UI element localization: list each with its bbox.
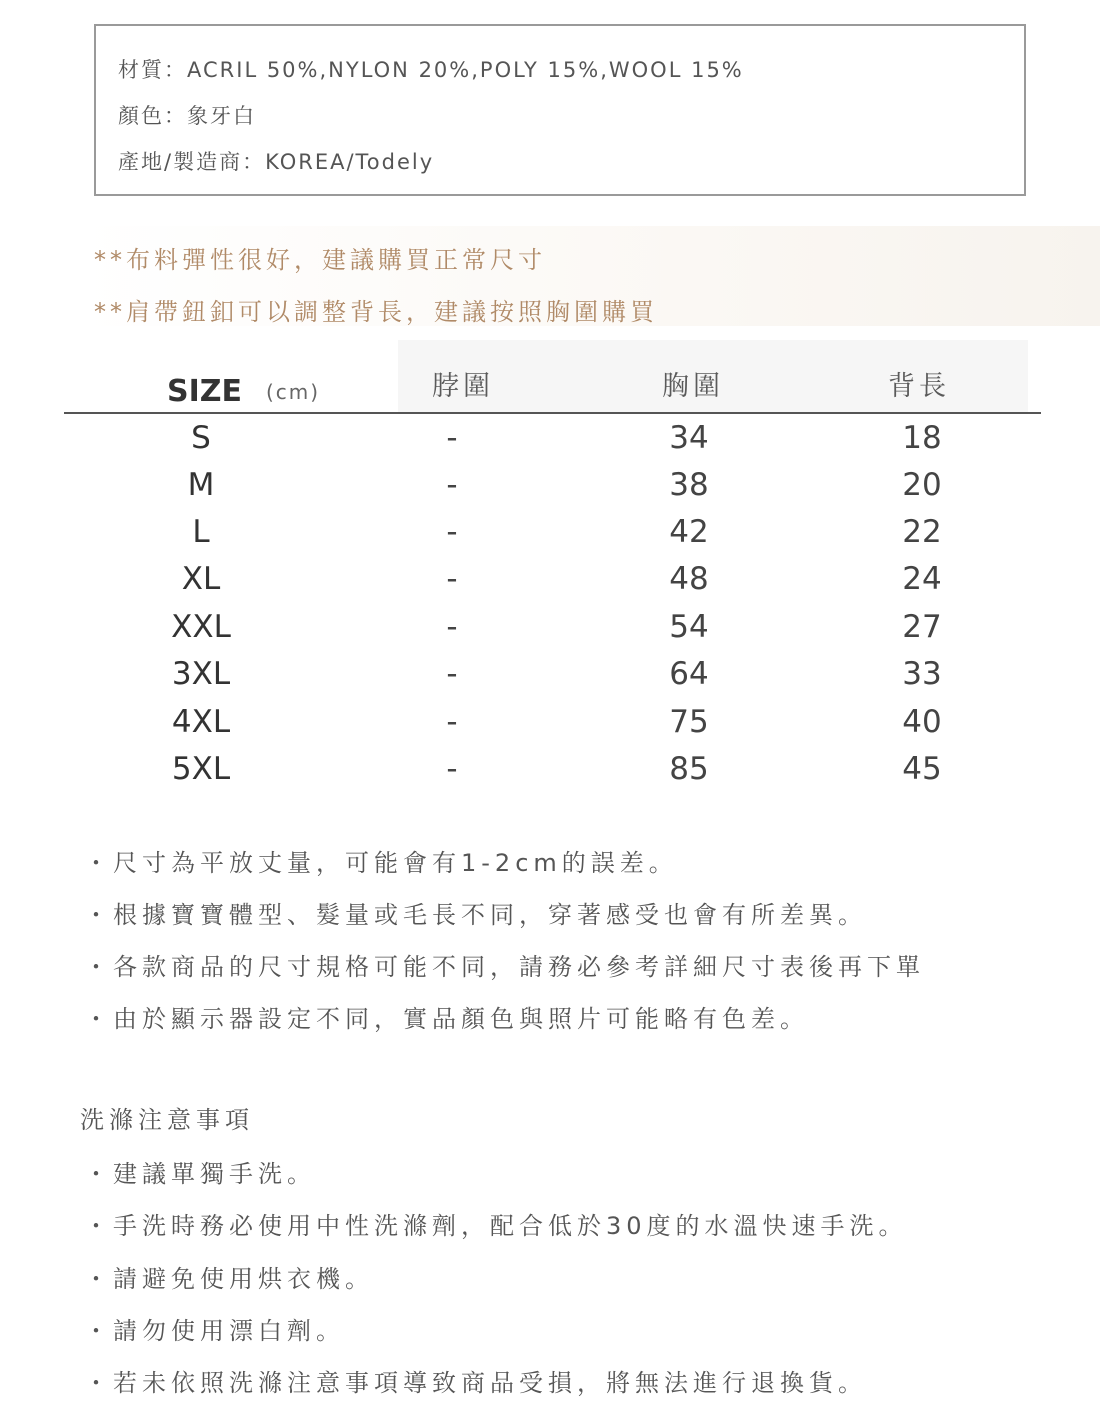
size-cell: L <box>192 514 210 550</box>
list-item: ・根據寶寶體型、髮量或毛長不同，穿著感受也會有所差異。 <box>84 901 867 929</box>
origin-text: 產地/製造商：KOREA/Todely <box>118 150 435 174</box>
chest-cell: 38 <box>669 467 709 503</box>
material-text: 材質：ACRIL 50%,NYLON 20%,POLY 15%,WOOL 15% <box>118 58 744 82</box>
neck-cell: - <box>446 751 458 787</box>
neck-cell: - <box>446 467 458 503</box>
table-row <box>0 751 1100 799</box>
back-cell: 33 <box>902 656 942 692</box>
size-cell: 4XL <box>171 704 231 740</box>
back-cell: 45 <box>902 751 942 787</box>
unit-label: (cm) <box>266 380 321 404</box>
back-cell: 20 <box>902 467 942 503</box>
back-column-header: 背長 <box>888 371 950 402</box>
table-row <box>0 561 1100 609</box>
color-text: 顏色：象牙白 <box>118 104 256 128</box>
table-row <box>0 609 1100 657</box>
size-cell: XL <box>181 561 221 597</box>
list-item: ・請避免使用烘衣機。 <box>84 1265 374 1293</box>
list-item: ・尺寸為平放丈量，可能會有1-2cm的誤差。 <box>84 849 678 877</box>
list-item: ・由於顯示器設定不同，實品顏色與照片可能略有色差。 <box>84 1005 809 1033</box>
chest-cell: 34 <box>669 420 709 456</box>
list-item: ・建議單獨手洗。 <box>84 1160 316 1188</box>
chest-cell: 85 <box>669 751 709 787</box>
back-cell: 24 <box>902 561 942 597</box>
chest-cell: 64 <box>669 656 709 692</box>
back-cell: 40 <box>902 704 942 740</box>
chest-cell: 75 <box>669 704 709 740</box>
neck-cell: - <box>446 420 458 456</box>
back-cell: 22 <box>902 514 942 550</box>
neck-column-header: 脖圍 <box>432 371 494 402</box>
neck-cell: - <box>446 656 458 692</box>
list-item: ・手洗時務必使用中性洗滌劑，配合低於30度的水溫快速手洗。 <box>84 1212 908 1240</box>
list-item: ・若未依照洗滌注意事項導致商品受損，將無法進行退換貨。 <box>84 1369 867 1397</box>
neck-cell: - <box>446 514 458 550</box>
washing-title: 洗滌注意事項 <box>80 1106 254 1134</box>
size-cell: S <box>191 420 211 456</box>
size-cell: 5XL <box>171 751 231 787</box>
chest-column-header: 胸圍 <box>662 371 724 402</box>
chest-cell: 54 <box>669 609 709 645</box>
neck-cell: - <box>446 561 458 597</box>
size-cell: XXL <box>171 609 231 645</box>
chest-cell: 48 <box>669 561 709 597</box>
table-row <box>0 704 1100 752</box>
size-cell: M <box>187 467 215 503</box>
note-elasticity: **布料彈性很好，建議購買正常尺寸 <box>94 246 546 274</box>
header-divider <box>64 412 1041 414</box>
list-item: ・各款商品的尺寸規格可能不同，請務必參考詳細尺寸表後再下單 <box>84 953 925 981</box>
list-item: ・請勿使用漂白劑。 <box>84 1317 345 1345</box>
chest-cell: 42 <box>669 514 709 550</box>
product-info-box <box>94 24 1026 196</box>
back-cell: 18 <box>902 420 942 456</box>
size-cell: 3XL <box>171 656 231 692</box>
table-row <box>0 420 1100 468</box>
note-strap: **肩帶鈕釦可以調整背長，建議按照胸圍購買 <box>94 298 658 326</box>
size-column-header: SIZE <box>167 374 243 409</box>
neck-cell: - <box>446 704 458 740</box>
neck-cell: - <box>446 609 458 645</box>
table-row <box>0 656 1100 704</box>
back-cell: 27 <box>902 609 942 645</box>
table-row <box>0 467 1100 515</box>
table-row <box>0 514 1100 562</box>
